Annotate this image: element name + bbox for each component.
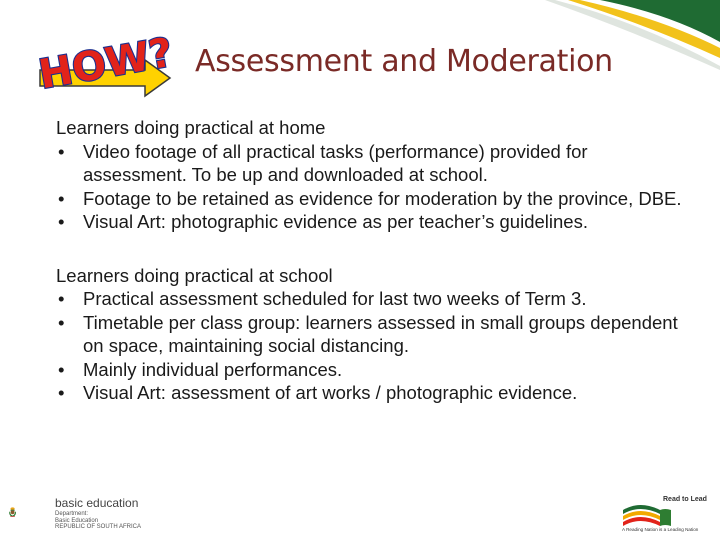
- section-school: [56, 264, 696, 405]
- bullet-list: [56, 140, 696, 234]
- list-item: [56, 358, 696, 382]
- list-item: [56, 140, 696, 187]
- list-item-text: Practical assessment scheduled for last two weeks of Term 3.: [83, 288, 587, 309]
- list-item-text: Video footage of all practical tasks (performance) provided for assessment. To be up and downloaded at school.: [83, 140, 588, 185]
- list-item: [56, 311, 696, 358]
- dbe-line: Basic Education: [55, 517, 99, 524]
- bullet-marker: •: [58, 211, 65, 232]
- section-home: [56, 116, 696, 234]
- list-item-text: Timetable per class group: learners assessed in small groups dependent on space, maintaining social distancing.: [83, 311, 678, 356]
- slide-title: Assessment and Moderation: [195, 44, 613, 79]
- read-to-lead-title: Read to Lead: [663, 496, 707, 503]
- bullet-marker: •: [58, 288, 65, 309]
- coat-of-arms-icon: [8, 488, 48, 536]
- list-item-text: Footage to be retained as evidence for moderation by the province, DBE.: [83, 187, 682, 209]
- dbe-line: REPUBLIC OF SOUTH AFRICA: [55, 524, 142, 530]
- dbe-name: basic education: [55, 496, 139, 510]
- list-item-text: Mainly individual performances.: [83, 358, 343, 380]
- dbe-line: Department:: [55, 511, 89, 517]
- list-item: [56, 287, 696, 311]
- bullet-marker: •: [58, 358, 65, 380]
- section-heading: Learners doing practical at home: [56, 117, 326, 138]
- bullet-list: [56, 287, 696, 405]
- slide-content: [56, 116, 696, 435]
- bullet-marker: •: [58, 311, 65, 333]
- how-logo-text: HOW?: [35, 29, 177, 99]
- how-logo: [30, 22, 180, 100]
- bullet-marker: •: [58, 187, 65, 209]
- list-item-text: Visual Art: assessment of art works / photographic evidence.: [83, 382, 578, 403]
- read-to-lead-tagline: A Reading Nation is a Leading Nation: [622, 527, 699, 532]
- list-item: [56, 381, 696, 405]
- list-item: [56, 187, 696, 211]
- list-item: [56, 210, 696, 234]
- section-heading: Learners doing practical at school: [56, 264, 333, 286]
- bullet-marker: •: [58, 382, 65, 403]
- dbe-department-lines: [55, 511, 141, 531]
- bullet-marker: •: [58, 140, 65, 162]
- list-item-text: Visual Art: photographic evidence as per teacher’s guidelines.: [83, 211, 588, 232]
